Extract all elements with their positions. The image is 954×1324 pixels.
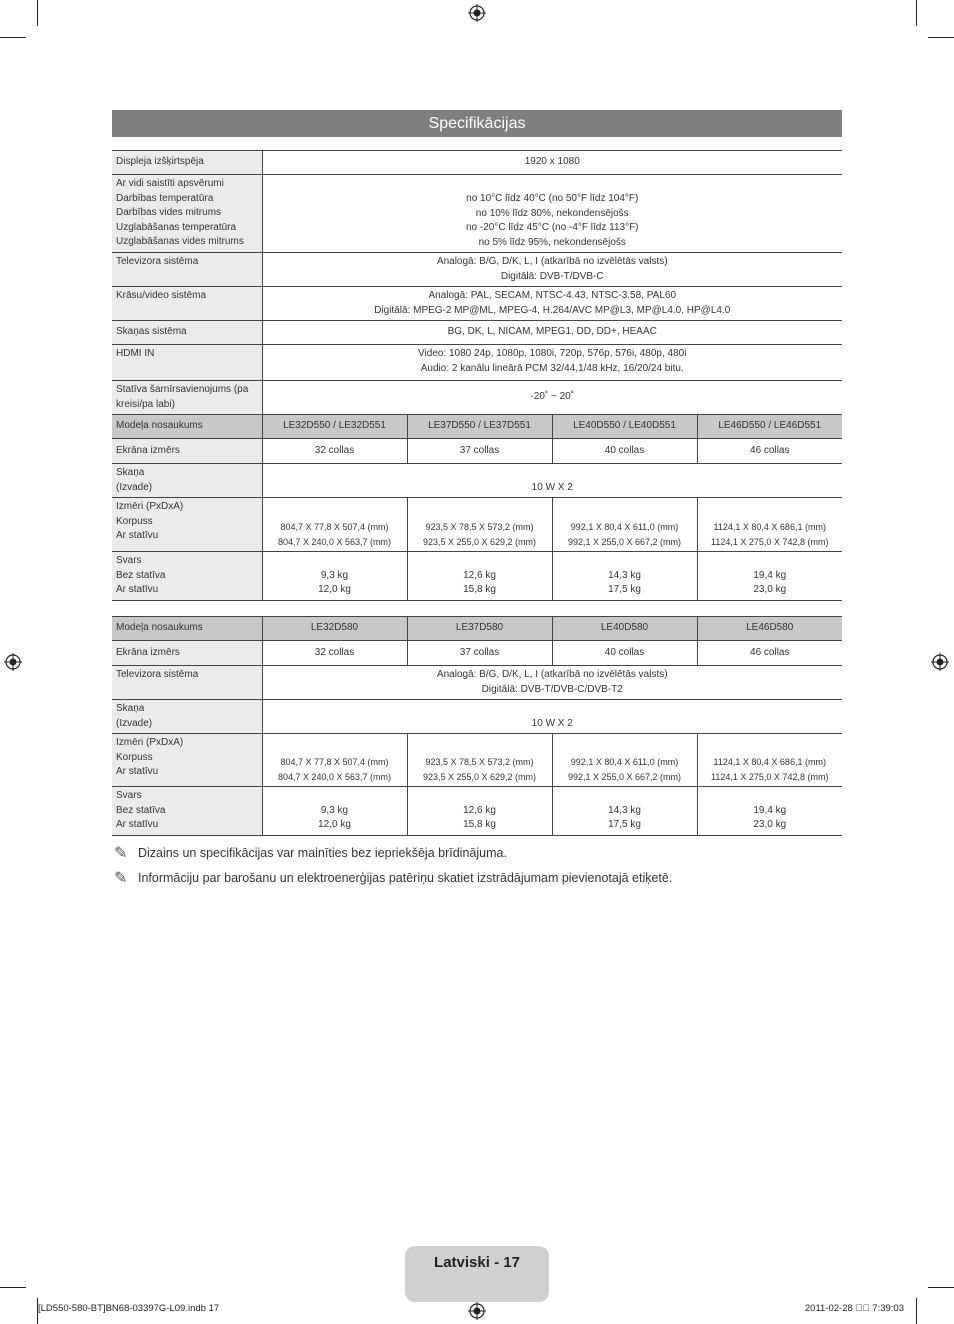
table-row xyxy=(112,734,842,787)
value-line: 17,5 kg xyxy=(608,584,641,595)
row-value: -20˚ ~ 20˚ xyxy=(262,381,842,415)
row-value xyxy=(262,345,842,381)
row-value: 40 collas xyxy=(552,641,697,666)
row-label xyxy=(112,498,262,552)
value-line: 15,8 kg xyxy=(463,819,496,830)
value-line: 12,0 kg xyxy=(318,584,351,595)
table-row xyxy=(112,700,842,734)
value-line: 23,0 kg xyxy=(753,584,787,595)
label-line: Ar statīvu xyxy=(116,819,159,830)
value-line: 1124,1 X 275,0 X 742,8 (mm) xyxy=(711,536,829,547)
value-line: 14,3 kg xyxy=(608,569,641,581)
label-line: (Izvade) xyxy=(116,717,153,729)
value-line: 1124,1 X 275,0 X 742,8 (mm) xyxy=(711,771,829,782)
footer-file-name: [LD550-580-BT]BN68-03397G-L09.indb 17 xyxy=(38,1303,220,1314)
value-line: 804,7 X 77,8 X 507,4 (mm) xyxy=(280,522,389,532)
label-line: Ar statīvu xyxy=(116,584,159,595)
crop-mark xyxy=(37,0,38,26)
crop-mark xyxy=(928,37,954,38)
label-line: Skaņa xyxy=(116,703,145,714)
value-line: 804,7 X 77,8 X 507,4 (mm) xyxy=(280,757,389,767)
row-label: Statīva šarnīrsavienojums (pa kreisi/pa labi) xyxy=(112,381,262,415)
value-line: 23,0 kg xyxy=(753,819,787,830)
table-row xyxy=(112,498,842,552)
value-line: Digitālā: DVB-T/DVB-C/DVB-T2 xyxy=(481,683,623,695)
value-line: 15,8 kg xyxy=(463,584,496,595)
label-line: Svars xyxy=(116,790,142,801)
table-row xyxy=(112,381,842,415)
table-row xyxy=(112,321,842,345)
value-line: 19,4 kg xyxy=(753,804,787,816)
table-header-row xyxy=(112,617,842,641)
row-label: Televizora sistēma xyxy=(112,253,262,287)
pencil-icon: ✎ xyxy=(114,870,128,887)
label-line: Korpuss xyxy=(116,515,153,527)
value-line: 19,4 kg xyxy=(753,569,787,581)
pencil-icon: ✎ xyxy=(114,845,128,862)
registration-mark-icon xyxy=(4,653,22,671)
value-line: no -20°C līdz 45°C (no -4°F līdz 113°F) xyxy=(465,222,639,233)
table-row xyxy=(112,345,842,381)
value-line: Digitālā: DVB-T/DVB-C xyxy=(500,270,604,282)
spec-table-d580 xyxy=(112,616,842,836)
label-line: Bez statīva xyxy=(116,804,166,816)
crop-mark xyxy=(916,1298,917,1324)
value-line: 12,6 kg xyxy=(463,804,496,816)
value-line: 992,1 X 80,4 X 611,0 (mm) xyxy=(570,757,679,767)
table-row xyxy=(112,464,842,498)
row-value xyxy=(262,175,842,253)
table-row xyxy=(112,787,842,836)
page-label: Latviski - 17 xyxy=(434,1254,520,1271)
row-value xyxy=(262,253,842,287)
row-value: 1920 x 1080 xyxy=(262,151,842,175)
label-line: Svars xyxy=(116,555,142,566)
row-value xyxy=(262,666,842,700)
model-name: LE37D580 xyxy=(407,617,552,641)
label-line: Bez statīva xyxy=(116,569,166,581)
row-value: 10 W X 2 xyxy=(262,464,842,498)
label-line: Skaņa xyxy=(116,467,145,478)
row-label: Krāsu/video sistēma xyxy=(112,287,262,321)
label-line: Izmēri (PxDxA) xyxy=(116,501,184,512)
value-line: no 10% līdz 80%, nekondensējošs xyxy=(475,207,629,219)
value-line: no 10°C līdz 40°C (no 50°F līdz 104°F) xyxy=(466,193,639,204)
row-label: Modeļa nosaukums xyxy=(112,415,262,439)
row-value xyxy=(552,734,697,787)
label-line: Darbības vides mitrums xyxy=(116,207,222,218)
row-value xyxy=(552,552,697,601)
table-row xyxy=(112,439,842,464)
value-line: 9,3 kg xyxy=(320,569,349,581)
value-line: Audio: 2 kanālu lineārā PCM 32/44,1/48 kHz, 16/20/24 bitu. xyxy=(420,362,684,374)
value-line: Analogā: B/G, D/K, L, I (atkarībā no izvēlētās valsts) xyxy=(436,256,668,267)
value-line: 1124,1 X 80,4 X 686,1 (mm) xyxy=(713,757,826,767)
label-line: Izmēri (PxDxA) xyxy=(116,737,184,748)
row-label: Modeļa nosaukums xyxy=(112,617,262,641)
row-value: BG, DK, L, NICAM, MPEG1, DD, DD+, HEAAC xyxy=(262,321,842,345)
row-label: HDMI IN xyxy=(112,345,262,381)
value-line: 14,3 kg xyxy=(608,804,641,816)
value-line: Analogā: PAL, SECAM, NTSC-4.43, NTSC-3.58, PAL60 xyxy=(428,290,676,301)
row-value: 10 W X 2 xyxy=(262,700,842,734)
row-value: 32 collas xyxy=(262,439,407,464)
row-value xyxy=(407,498,552,552)
row-label: Displeja izšķirtspēja xyxy=(112,151,262,175)
table-row xyxy=(112,175,842,253)
model-name: LE46D580 xyxy=(697,617,842,641)
table-header-row xyxy=(112,415,842,439)
row-label: Ekrāna izmērs xyxy=(112,439,262,464)
row-value xyxy=(407,734,552,787)
row-value xyxy=(262,787,407,836)
table-row xyxy=(112,287,842,321)
model-name: LE37D550 / LE37D551 xyxy=(407,415,552,439)
table-row xyxy=(112,641,842,666)
value-line: 992,1 X 255,0 X 667,2 (mm) xyxy=(567,771,682,782)
crop-mark xyxy=(0,1287,26,1288)
value-line: 923,5 X 255,0 X 629,2 (mm) xyxy=(422,536,537,547)
model-name: LE40D550 / LE40D551 xyxy=(552,415,697,439)
footer-timestamp: 2011-02-28 ￿￿ 7:39:03 xyxy=(804,1303,904,1314)
registration-mark-icon xyxy=(468,1302,486,1320)
row-label: Ekrāna izmērs xyxy=(112,641,262,666)
table-row xyxy=(112,666,842,700)
row-label xyxy=(112,175,262,253)
model-name: LE32D550 / LE32D551 xyxy=(262,415,407,439)
value-line: 923,5 X 78,5 X 573,2 (mm) xyxy=(425,757,534,767)
label-line: Ar vidi saistīti apsvērumi xyxy=(116,178,224,189)
page-number-tab xyxy=(405,1246,549,1302)
row-value xyxy=(262,498,407,552)
label-line: Ar statīvu xyxy=(116,766,159,777)
row-value: 37 collas xyxy=(407,641,552,666)
value-line: 992,1 X 255,0 X 667,2 (mm) xyxy=(567,536,682,547)
row-value xyxy=(697,787,842,836)
value-line: 1124,1 X 80,4 X 686,1 (mm) xyxy=(713,522,826,532)
row-label xyxy=(112,464,262,498)
value-line: 12,6 kg xyxy=(463,569,496,581)
row-label xyxy=(112,734,262,787)
label-line: Korpuss xyxy=(116,751,153,763)
label-line: Ar statīvu xyxy=(116,530,159,541)
row-label xyxy=(112,787,262,836)
registration-mark-icon xyxy=(468,4,486,22)
table-row xyxy=(112,552,842,601)
value-line: 804,7 X 240,0 X 563,7 (mm) xyxy=(277,771,392,782)
spec-table-d550 xyxy=(112,150,842,601)
table-row xyxy=(112,253,842,287)
row-label xyxy=(112,552,262,601)
value-line: 992,1 X 80,4 X 611,0 (mm) xyxy=(570,522,679,532)
row-value: 37 collas xyxy=(407,439,552,464)
value-line: Digitālā: MPEG-2 MP@ML, MPEG-4, H.264/AVC MP@L3, MP@L4.0, HP@L4.0 xyxy=(374,304,731,316)
label-line: (Izvade) xyxy=(116,481,153,493)
value-line: 12,0 kg xyxy=(318,819,351,830)
note-text: Informāciju par barošanu un elektroenerģijas patēriņu skatiet izstrādājumam pievienotajā etiķetē. xyxy=(138,871,673,885)
row-value xyxy=(262,552,407,601)
table-row xyxy=(112,151,842,175)
row-value: 46 collas xyxy=(697,641,842,666)
registration-mark-icon xyxy=(931,653,949,671)
row-value: 40 collas xyxy=(552,439,697,464)
label-line: Uzglabāšanas temperatūra xyxy=(116,221,237,233)
label-line: Darbības temperatūra xyxy=(116,192,214,204)
note-text: Dizains un specifikācijas var mainīties bez iepriekšēja brīdinājuma. xyxy=(138,846,507,860)
crop-mark xyxy=(916,0,917,26)
row-value xyxy=(552,787,697,836)
row-value xyxy=(697,734,842,787)
row-value xyxy=(407,787,552,836)
model-name: LE46D550 / LE46D551 xyxy=(697,415,842,439)
row-label xyxy=(112,700,262,734)
row-value xyxy=(697,498,842,552)
note xyxy=(114,843,507,863)
value-line: 17,5 kg xyxy=(608,819,641,830)
value-line: 923,5 X 78,5 X 573,2 (mm) xyxy=(425,522,534,532)
value-line: Video: 1080 24p, 1080p, 1080i, 720p, 576p, 576i, 480p, 480i xyxy=(418,348,687,359)
value-line: Analogā: B/G, D/K, L, I (atkarībā no izvēlētās valsts) xyxy=(436,669,668,680)
model-name: LE40D580 xyxy=(552,617,697,641)
row-label: Skaņas sistēma xyxy=(112,321,262,345)
row-value xyxy=(552,498,697,552)
value-line: 923,5 X 255,0 X 629,2 (mm) xyxy=(422,771,537,782)
row-value xyxy=(697,552,842,601)
note xyxy=(114,868,672,888)
row-label: Televizora sistēma xyxy=(112,666,262,700)
row-value xyxy=(262,734,407,787)
crop-mark xyxy=(928,1287,954,1288)
value-line: no 5% līdz 95%, nekondensējošs xyxy=(478,236,626,248)
value-line: 804,7 X 240,0 X 563,7 (mm) xyxy=(277,536,392,547)
row-value: 46 collas xyxy=(697,439,842,464)
section-title: Specifikācijas xyxy=(112,110,842,137)
model-name: LE32D580 xyxy=(262,617,407,641)
row-value: 32 collas xyxy=(262,641,407,666)
row-value xyxy=(407,552,552,601)
crop-mark xyxy=(0,37,26,38)
label-line: Uzglabāšanas vides mitrums xyxy=(116,236,244,247)
value-line: 9,3 kg xyxy=(320,804,349,816)
row-value xyxy=(262,287,842,321)
